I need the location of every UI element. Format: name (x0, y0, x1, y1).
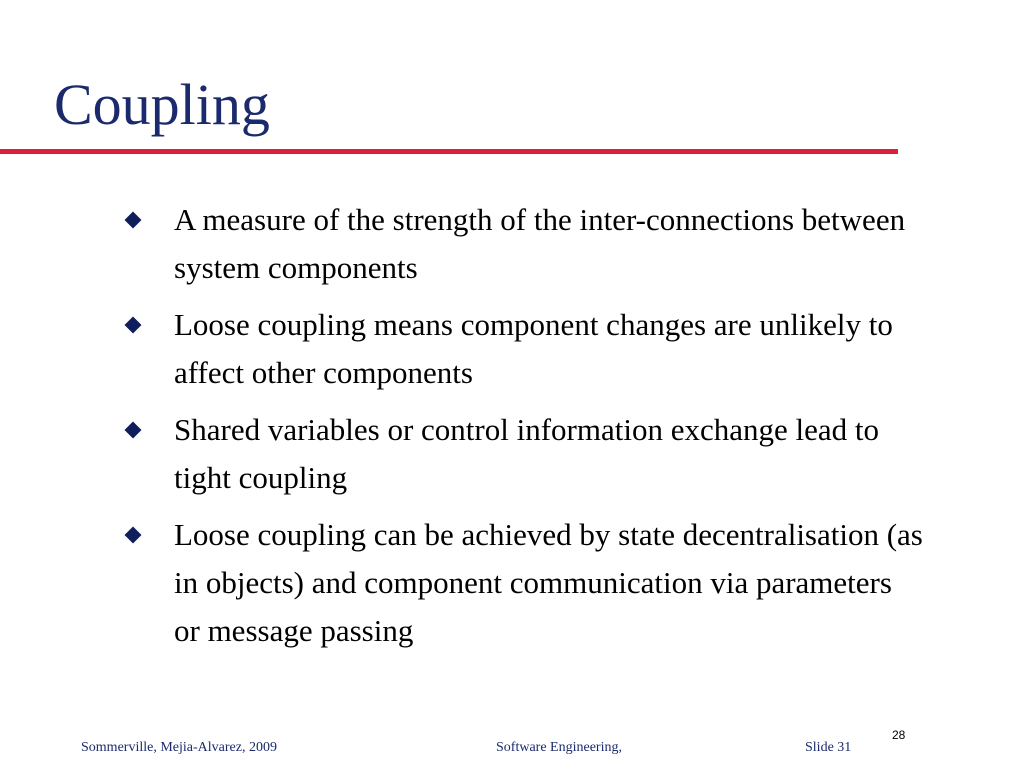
bullet-item (123, 406, 923, 502)
bullet-text: A measure of the strength of the inter-connections between system components (174, 202, 906, 285)
bullet-text: Shared variables or control information exchange lead to tight coupling (174, 412, 879, 495)
bullet-item (123, 301, 923, 397)
footer-course: Software Engineering, (496, 740, 622, 755)
slide-title: Coupling (54, 72, 270, 137)
diamond-bullet-icon (125, 527, 142, 544)
footer-authors: Sommerville, Mejia-Alvarez, 2009 (81, 740, 277, 755)
diamond-bullet-icon (125, 317, 142, 334)
bullet-item (123, 196, 923, 292)
bullet-text: Loose coupling can be achieved by state decentralisation (as in objects) and component communication via parameters or message passing (174, 517, 923, 648)
bullet-text: Loose coupling means component changes are unlikely to affect other components (174, 307, 893, 390)
bullet-item (123, 511, 923, 655)
page-number: 28 (892, 728, 906, 742)
diamond-bullet-icon (125, 422, 142, 439)
footer-slide-label: Slide 31 (805, 740, 852, 755)
bullet-list (123, 196, 923, 664)
diamond-bullet-icon (125, 212, 142, 229)
title-divider-line (0, 149, 898, 154)
